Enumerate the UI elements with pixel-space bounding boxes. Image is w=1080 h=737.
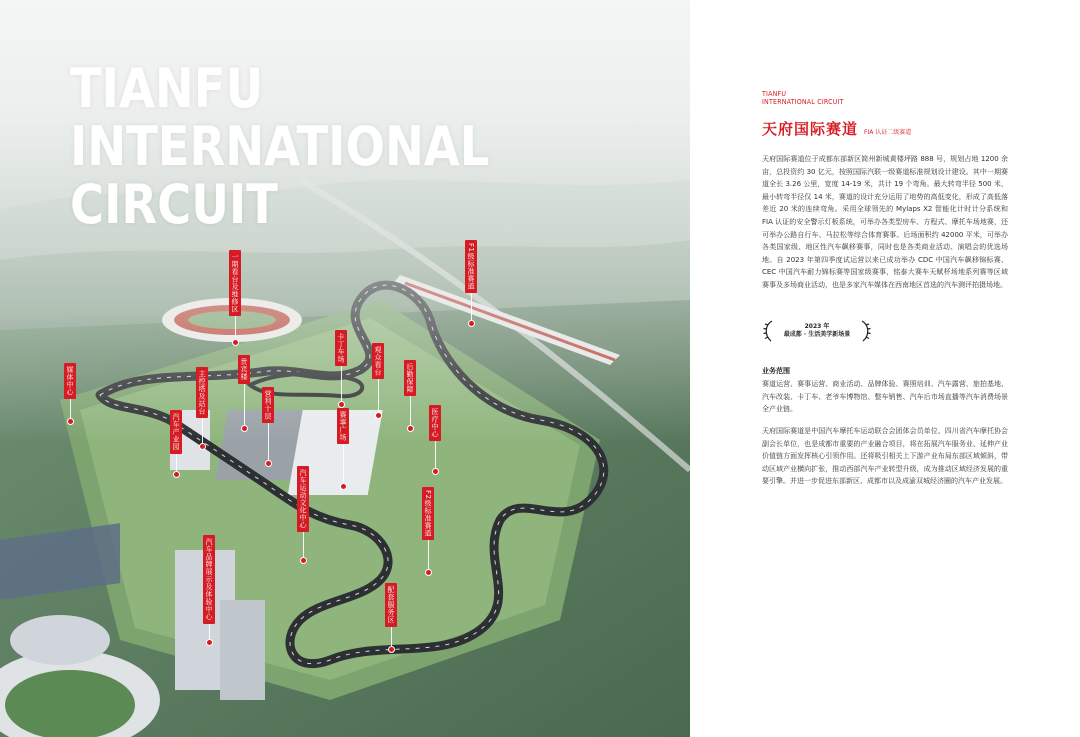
map-pin-dot [206, 639, 213, 646]
laurel-left-icon [762, 319, 774, 343]
map-pin-label: 贵宾楼 [238, 355, 250, 384]
award-text [774, 323, 860, 339]
map-pin-label: 营利十层 [262, 387, 274, 423]
map-pin-dot [407, 425, 414, 432]
map-pin-dot [300, 557, 307, 564]
page-subtitle: FIA 认证二级赛道 [864, 129, 912, 136]
map-pin-auto-park [170, 410, 182, 478]
map-pin-grandstand [372, 343, 384, 419]
eyebrow-line-1: TIANFU [762, 90, 787, 98]
map-pin-support [404, 360, 416, 432]
map-pin-label: F1级标准赛道 [465, 240, 477, 293]
map-pin-dot [232, 339, 239, 346]
award-badge [762, 318, 872, 344]
map-pin-paddock [337, 408, 349, 490]
page-title: 天府国际赛道 [762, 120, 859, 138]
map-pin-pit-hall [229, 250, 241, 346]
closing-paragraph: 天府国际赛道是中国汽车摩托车运动联合会团体会员单位、四川省汽车摩托协会副会长单位，也是成都市重要的产业融合项目，将在拓展汽车服务业、延伸产业价值链方面发挥核心引领作用。还将吸引相关上下游产业布局东部区域倾斜，带动区域产业横向扩张，推动西部汽车产业转型升级，成为推动区域经济发展的重要引擎。并进一步促进东部新区、成都市以及成渝双城经济圈的汽车产业发展。 [762, 427, 1008, 486]
map-pin-hotel [262, 387, 274, 467]
map-pin-dot [265, 460, 272, 467]
map-pin-label: F2级标准赛道 [422, 487, 434, 540]
map-pin-label: 卡丁车场 [335, 330, 347, 366]
hero-title-line-3: CIRCUIT [70, 173, 278, 236]
hero-title [70, 57, 490, 236]
map-pin-label: 一期看台及维修区 [229, 250, 241, 316]
map-pin-expo [203, 535, 215, 646]
map-pin-f2 [422, 487, 434, 576]
map-pin-label: 汽车品牌展示及体验中心 [203, 535, 215, 624]
map-pin-dot [338, 401, 345, 408]
map-pin-main-tower [196, 367, 208, 450]
map-pin-dot [340, 483, 347, 490]
eyebrow-line-2: INTERNATIONAL CIRCUIT [762, 98, 844, 106]
map-pin-dot [67, 418, 74, 425]
map-pin-label: 医疗中心 [429, 405, 441, 441]
map-pin-dot [241, 425, 248, 432]
map-pin-f1 [465, 240, 477, 327]
hero-title-line-2: INTERNATIONAL [70, 115, 490, 178]
title-row [762, 118, 911, 139]
section-title: 业务范围 [762, 367, 790, 375]
map-pin-dot [468, 320, 475, 327]
map-pin-kart [335, 330, 347, 408]
map-pin-dot [432, 468, 439, 475]
map-pin-vip [238, 355, 250, 432]
map-pin-label: 后勤保障 [404, 360, 416, 396]
map-pin-label: 媒体中心 [64, 363, 76, 399]
map-pin-dot [173, 471, 180, 478]
map-pin-medical [429, 405, 441, 475]
map-pin-label: 汽车运动文化中心 [297, 466, 309, 532]
intro-paragraph: 天府国际赛道位于成都东部新区简州新城黄楼坪路 888 号，规划占地 1200 余亩，总投资约 30 亿元，按照国际汽联一级赛道标准规划设计建设。其中一期赛道全长 3.26 公里，宽度 14-19 米，共计 19 个弯角。最大转弯半径 500 米，最小转弯半径仅 14 米，赛道的设计充分运用了地势的高低变化，形成了高低落差近 20 米的连续弯角。采用全球领先的 Mylaps X2 智能化计时计分系统和 FIA 认证的安全警示灯板系统，可举办各类型房车、方程式、摩托车场地赛，还可举办公路自行车、马拉松等综合体育赛事。后场面积约 42000 平米，可举办各类国家级、地区性汽车飙移赛事，同时也是各类商业活动、演唱会的优选场地。自 2023 年第四季度试运营以来已成功举办 CDC 中国汽车飙移锦标赛、CEC 中国汽车耐力锦标赛等国家级赛事，铭泰大赛车天赋杯场地系列赛等区域赛事及多场商业活动，也是多家汽车媒体在西南地区首选的汽车测评拍摄场地。 [762, 155, 1008, 289]
map-pin-label: 汽车产业园 [170, 410, 182, 454]
text-page [690, 0, 1080, 737]
map-pin-media-center [64, 363, 76, 425]
eyebrow [762, 90, 844, 106]
map-pin-label: 观众看台 [372, 343, 384, 379]
map-pin-culture [297, 466, 309, 564]
map-pin-label: 配套服务区 [385, 583, 397, 627]
laurel-right-icon [860, 319, 872, 343]
map-pin-dot [375, 412, 382, 419]
map-pin-dot [199, 443, 206, 450]
award-name: 最成都 · 生活美学新场景 [783, 331, 851, 338]
map-pin-camp [385, 583, 397, 653]
map-pin-label: 主控塔及站台 [196, 367, 208, 418]
scope-paragraph: 赛道运营、赛事运营、商业活动、品牌体验、赛照培训、汽车露营、旅拍基地、汽车改装、卡丁车、老爷车博物馆、整车销售、汽车后市场直播等汽车消费场景全产业链。 [762, 380, 1008, 414]
award-year: 2023 年 [804, 323, 830, 330]
map-pin-dot [425, 569, 432, 576]
hero-title-line-1: TIANFU [70, 57, 264, 120]
map-pin-dot [388, 646, 395, 653]
map-pin-label: 赛事广场 [337, 408, 349, 444]
